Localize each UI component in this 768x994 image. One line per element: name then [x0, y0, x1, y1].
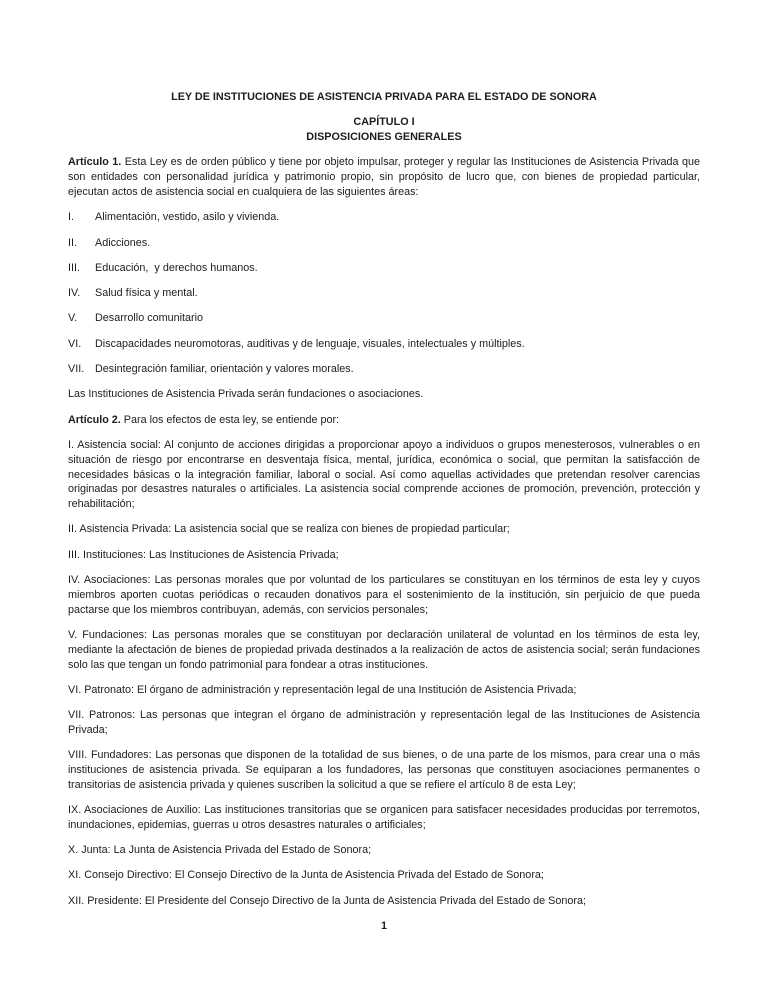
list-item-text: Desarrollo comunitario: [95, 312, 204, 325]
list-item-numeral: V.: [68, 312, 78, 325]
definition-paragraph: XII. Presidente: El Presidente del Consejo Directivo de la Junta de Asistencia Privada del Estado de Sonora;: [68, 894, 586, 907]
list-item: [68, 362, 700, 377]
page-number: 1: [380, 920, 387, 933]
list-item-numeral: IV.: [68, 287, 81, 300]
list-item-text: Desintegración familiar, orientación y valores morales.: [95, 363, 354, 376]
list-item: [68, 337, 700, 352]
definition-paragraph: VII. Patronos: Las personas que integran el órgano de administración y representación legal de las Instituciones de Asistencia Privada;: [68, 709, 700, 736]
list-item-numeral: II.: [68, 236, 77, 249]
definition-paragraph: IV. Asociaciones: Las personas morales que por voluntad de los particulares se constituyan en los términos de esta ley y cuyos miembros aporten cuotas periódicas o recauden donativos para el sostenimiento de la institución, sin perjuicio de que pueda pactarse que los miembros contribuyan, además, con servicios personales;: [68, 574, 700, 616]
list-item: [68, 311, 700, 326]
list-item-text: Salud física y mental.: [95, 287, 198, 300]
chapter-heading: [68, 115, 700, 145]
definition-paragraph: VIII. Fundadores: Las personas que disponen de la totalidad de sus bienes, o de una parte de los mismos, para crear una o más instituciones de asistencia privada. Se equiparan a los fundadores, las personas que constituyen asociaciones permanentes o transitorias de asistencia privada y quienes suscriben la solicitud a que se refiere el artículo 8 de esta Ley;: [68, 749, 700, 791]
article-1-paragraph: [68, 155, 700, 199]
definition-paragraph: II. Asistencia Privada: La asistencia social que se realiza con bienes de propiedad particular;: [68, 523, 510, 536]
definition-paragraph: VI. Patronato: El órgano de administración y representación legal de una Institución de Asistencia Privada;: [68, 683, 577, 696]
document-title: LEY DE INSTITUCIONES DE ASISTENCIA PRIVADA PARA EL ESTADO DE SONORA: [171, 91, 597, 103]
definition-paragraph: I. Asistencia social: Al conjunto de acciones dirigidas a proporcionar apoyo a individuos o grupos menesterosos, vulnerables o en situación de riesgo por encontrarse en desventaja física, mental, jurídica, económica o social, que permitan la satisfacción de necesidades básicas o la integración familiar, laboral o social. Así como aquellas actividades que pretendan resolver carencias originadas por desastres naturales o artificiales. La asistencia social comprende acciones de promoción, prevención, protección y rehabilitación;: [68, 438, 700, 511]
list-item-text: Alimentación, vestido, asilo y vivienda.: [95, 211, 280, 224]
list-item-numeral: I.: [68, 211, 74, 224]
areas-list: [68, 210, 700, 377]
list-item-text: Adicciones.: [95, 236, 151, 249]
definition-paragraph: IX. Asociaciones de Auxilio: Las instituciones transitorias que se organicen para satisfacer necesidades producidas por terremotos, inundaciones, epidemias, guerras u otros desastres naturales o artificiales;: [68, 804, 700, 831]
definition-paragraph: III. Instituciones: Las Instituciones de Asistencia Privada;: [68, 548, 339, 561]
list-item: [68, 210, 700, 225]
article-1-text: Esta Ley es de orden público y tiene por objeto impulsar, proteger y regular las Instituciones de Asistencia Privada que son entidades con personalidad jurídica y patrimonio propio, sin propósito de lucro que, con bienes de propiedad particular, ejecutan actos de asistencia social en cualquiera de las siguientes áreas:: [68, 156, 700, 198]
list-item-numeral: VI.: [68, 337, 82, 350]
article-2-label: Artículo 2.: [68, 413, 121, 426]
article-2-text: Para los efectos de esta ley, se entiende por:: [120, 413, 340, 426]
definition-paragraph: X. Junta: La Junta de Asistencia Privada del Estado de Sonora;: [68, 844, 372, 857]
list-item: [68, 261, 700, 276]
list-item-text: Educación, y derechos humanos.: [95, 261, 258, 274]
institutions-note: Las Instituciones de Asistencia Privada serán fundaciones o asociaciones.: [68, 388, 424, 401]
definition-paragraph: XI. Consejo Directivo: El Consejo Directivo de la Junta de Asistencia Privada del Estado de Sonora;: [68, 869, 544, 882]
chapter-subtitle: DISPOSICIONES GENERALES: [306, 131, 462, 144]
chapter-title: CAPÍTULO I: [353, 116, 415, 129]
list-item: [68, 286, 700, 301]
article-1-label: Artículo 1.: [68, 156, 122, 169]
definition-paragraph: V. Fundaciones: Las personas morales que se constituyan por declaración unilateral de voluntad en los términos de esta ley, mediante la afectación de bienes de propiedad privada destinados a la realización de actos de asistencia social; serán fundaciones solo las que tengan un fondo patrimonial para fondear a otras instituciones.: [68, 628, 700, 671]
list-item-numeral: VII.: [68, 363, 85, 376]
list-item-text: Discapacidades neuromotoras, auditivas y de lenguaje, visuales, intelectuales y múltiples.: [95, 337, 525, 350]
article-2-paragraph: [68, 413, 700, 428]
list-item: [68, 236, 700, 251]
list-item-numeral: III.: [68, 261, 80, 274]
